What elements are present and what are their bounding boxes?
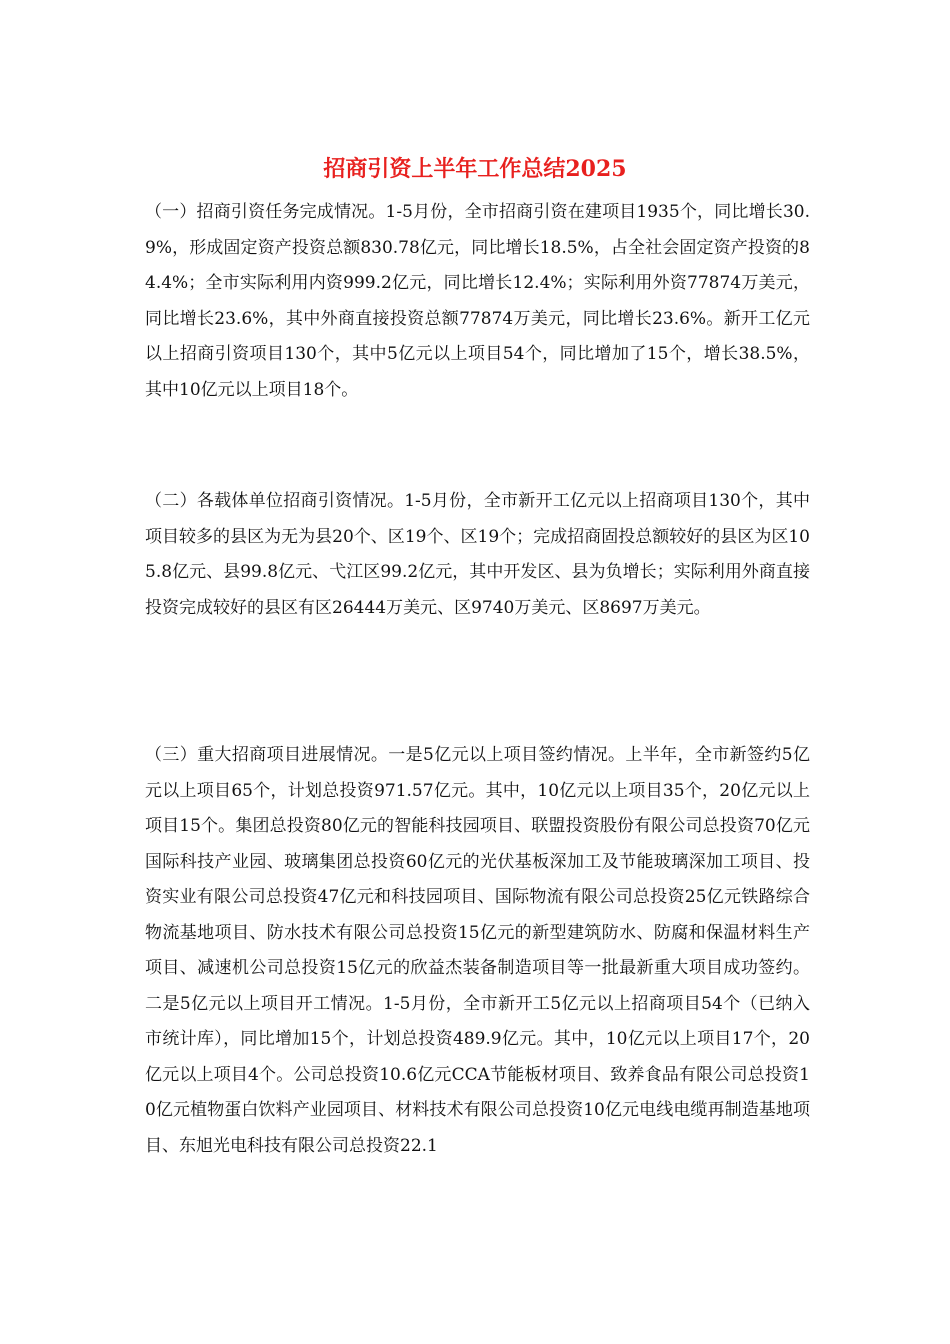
document-title: 招商引资上半年工作总结2025 xyxy=(323,156,627,182)
paragraph-task-completion: （一）招商引资任务完成情况。1-5月份，全市招商引资在建项目1935个，同比增长30.9%，形成固定资产投资总额830.78亿元，同比增长18.5%，占全社会固定资产投资的84.4%；全市实际利用内资999.2亿元，同比增长12.4%；实际利用外资77874万美元，同比增长23.6%，其中外商直接投资总额77874万美元，同比增长23.6%。新开工亿元以上招商引资项目130个，其中5亿元以上项目54个，同比增加了15个，增长38.5%，其中10亿元以上项目18个。 xyxy=(145,202,810,400)
paragraph-carrier-units: （二）各载体单位招商引资情况。1-5月份，全市新开工亿元以上招商项目130个，其中项目较多的县区为无为县20个、区19个、区19个；完成招商固投总额较好的县区为区105.8亿元、县99.8亿元、弋江区99.2亿元，其中开发区、县为负增长；实际利用外商直接投资完成较好的县区有区26444万美元、区9740万美元、区8697万美元。 xyxy=(145,491,810,618)
paragraph-major-projects: （三）重大招商项目进展情况。一是5亿元以上项目签约情况。上半年，全市新签约5亿元以上项目65个，计划总投资971.57亿元。其中，10亿元以上项目35个，20亿元以上项目15个。集团总投资80亿元的智能科技园项目、联盟投资股份有限公司总投资70亿元国际科技产业园、玻璃集团总投资60亿元的光伏基板深加工及节能玻璃深加工项目、投资实业有限公司总投资47亿元和科技园项目、国际物流有限公司总投资25亿元铁路综合物流基地项目、防水技术有限公司总投资15亿元的新型建筑防水、防腐和保温材料生产项目、减速机公司总投资15亿元的欣益杰装备制造项目等一批最新重大项目成功签约。二是5亿元以上项目开工情况。1-5月份，全市新开工5亿元以上招商项目54个（已纳入市统计库），同比增加15个，计划总投资489.9亿元。其中，10亿元以上项目17个，20亿元以上项目4个。公司总投资10.6亿元CCA节能板材项目、致养食品有限公司总投资10亿元植物蛋白饮料产业园项目、材料技术有限公司总投资10亿元电线电缆再制造基地项目、东旭光电科技有限公司总投资22.1 xyxy=(145,745,810,1156)
